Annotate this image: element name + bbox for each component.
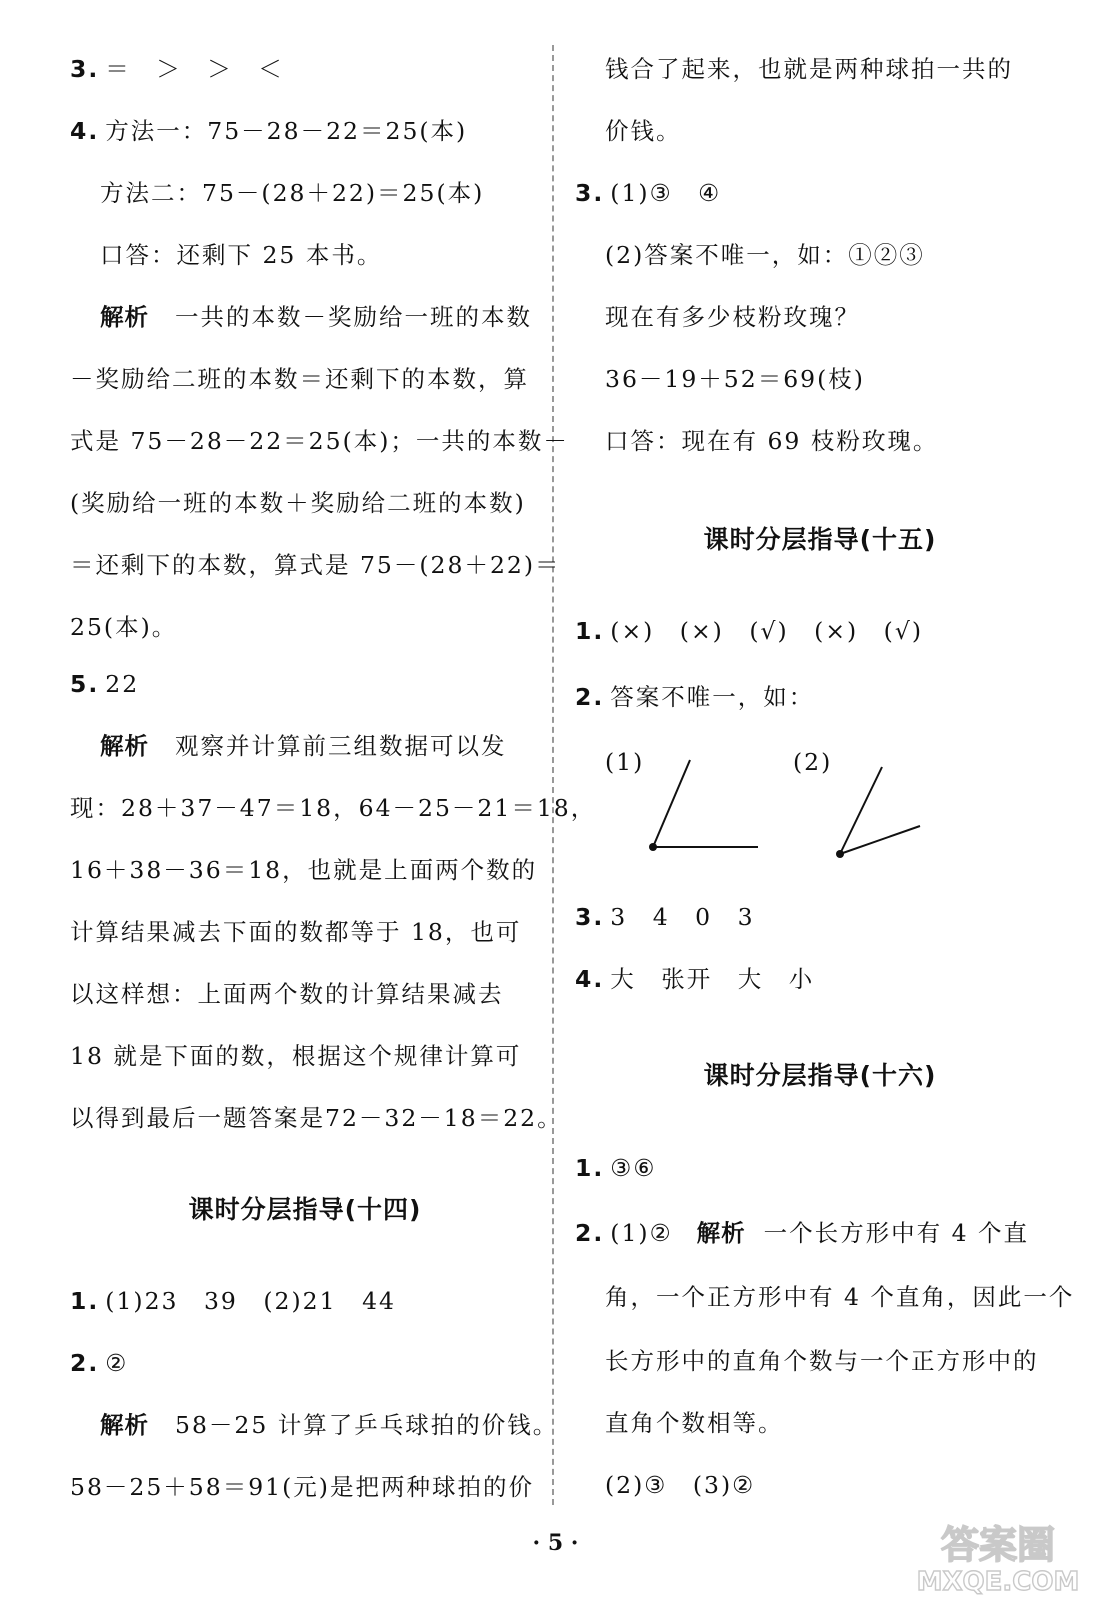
q5-answer [70, 667, 139, 701]
q3-answer: 口答：现在有 69 枝粉玫瑰。 [605, 427, 939, 455]
s16-q2-explain-text1: 一个长方形中有 4 个直 [763, 1219, 1030, 1247]
s15-q2-number: 2. [575, 683, 605, 711]
angle-figure-1 [649, 760, 758, 851]
s14-q1-text: (1)23 39 (2)21 44 [105, 1287, 396, 1315]
s15-q3-number: 3. [575, 903, 605, 931]
watermark-line2: MXQE.COM [916, 1567, 1080, 1596]
s15-q3-answer [575, 900, 755, 934]
q3-text: ＝ ＞ ＞ ＜ [105, 55, 284, 83]
q3-part1-text: (1)③ ④ [610, 179, 722, 207]
s16-q2-explain-line2: 角，一个正方形中有 4 个直角，因此一个 [605, 1283, 1075, 1311]
s16-q1-text: ③⑥ [610, 1154, 657, 1182]
s14-q2-explain-keyword: 解析 [100, 1411, 149, 1439]
q4-explain-line6: 25(本)。 [70, 613, 178, 641]
q5-explain-line7: 以得到最后一题答案是72－32－18＝22。 [70, 1104, 563, 1132]
q3-part2: (2)答案不唯一，如：①②③ [605, 241, 925, 269]
q4-method1 [70, 114, 467, 148]
q5-explain-line6: 18 就是下面的数，根据这个规律计算可 [70, 1042, 522, 1070]
s15-q4-answer [575, 962, 814, 996]
continued-line1: 钱合了起来，也就是两种球拍一共的 [605, 55, 1013, 83]
s16-q2-line1 [575, 1216, 1029, 1250]
s14-q2-explain-line1 [100, 1408, 558, 1442]
q3-equation: 36－19＋52＝69(枝) [605, 365, 865, 393]
q5-text: 22 [105, 670, 140, 698]
s16-q2-part1: (1)② [610, 1219, 673, 1247]
section-title-16: 课时分层指导(十六) [703, 1061, 937, 1090]
q3-answer [70, 52, 284, 86]
q5-explain-line2: 现：28＋37－47＝18，64－25－21＝18， [70, 794, 597, 822]
q4-number: 4. [70, 117, 100, 145]
s14-q1-number: 1. [70, 1287, 100, 1315]
q5-number: 5. [70, 670, 100, 698]
watermark-logo [898, 1516, 1098, 1596]
q5-explain-line3: 16＋38－36＝18，也就是上面两个数的 [70, 856, 538, 884]
section-title-14: 课时分层指导(十四) [188, 1195, 422, 1224]
s15-q4-number: 4. [575, 965, 605, 993]
s15-q2-text: 答案不唯一，如： [610, 683, 815, 711]
s14-q2-explain-line2: 58－25＋58＝91(元)是把两种球拍的价 [70, 1473, 534, 1501]
q4-method1-text: 方法一：75－28－22＝25(本) [105, 117, 468, 145]
page-number: · 5 · [532, 1530, 579, 1556]
q4-explain-keyword: 解析 [100, 303, 149, 331]
q4-explain-text1: 一共的本数－奖励给一班的本数 [175, 303, 532, 331]
s14-q2-explain-text1: 58－25 计算了乒乓球拍的价钱。 [175, 1411, 559, 1439]
s16-q2-part2: (2)③ (3)② [605, 1471, 756, 1499]
angle-figures [575, 750, 1065, 880]
s15-q1-number: 1. [575, 617, 605, 645]
s15-q1-answer [575, 614, 923, 648]
s16-q2-explain-line4: 直角个数相等。 [605, 1409, 784, 1437]
q4-answer: 口答：还剩下 25 本书。 [100, 241, 383, 269]
figure2-label: (2) [793, 748, 833, 776]
q4-explain-line3: 式是 75－28－22＝25(本)；一共的本数－ [70, 427, 569, 455]
angle-figure-2 [836, 767, 920, 858]
s15-q4-text: 大 张开 大 小 [610, 965, 815, 993]
q4-explain-line1 [100, 300, 532, 334]
s14-q2-answer [70, 1346, 128, 1380]
q5-explain-line1 [100, 729, 507, 763]
q4-explain-line5: ＝还剩下的本数，算式是 75－(28＋22)＝ [70, 551, 561, 579]
s14-q1-answer [70, 1284, 396, 1318]
q3-number: 3. [70, 55, 100, 83]
continued-line2: 价钱。 [605, 117, 682, 145]
q5-explain-text1: 观察并计算前三组数据可以发 [175, 732, 507, 760]
q3-right-number: 3. [575, 179, 605, 207]
s15-q2-answer [575, 680, 814, 714]
q3-part1 [575, 176, 721, 210]
q5-explain-line5: 以这样想：上面两个数的计算结果减去 [70, 980, 504, 1008]
s16-q2-number: 2. [575, 1219, 605, 1247]
s16-q1-answer [575, 1151, 656, 1185]
s14-q2-number: 2. [70, 1349, 100, 1377]
watermark-line1: 答案圈 [940, 1523, 1056, 1567]
q4-method2: 方法二：75－(28＋22)＝25(本) [100, 179, 485, 207]
s15-q1-text: (×) (×) (√) (×) (√) [610, 617, 923, 645]
s16-q2-explain-line3: 长方形中的直角个数与一个正方形中的 [605, 1347, 1039, 1375]
q4-explain-line4: (奖励给一班的本数＋奖励给二班的本数) [70, 489, 526, 517]
column-divider [552, 45, 554, 1505]
figure1-label: (1) [605, 748, 645, 776]
s14-q2-text: ② [105, 1349, 129, 1377]
section-title-15: 课时分层指导(十五) [703, 525, 937, 554]
s16-q1-number: 1. [575, 1154, 605, 1182]
s16-q2-explain-keyword: 解析 [696, 1219, 746, 1247]
q5-explain-line4: 计算结果减去下面的数都等于 18，也可 [70, 918, 522, 946]
q5-explain-keyword: 解析 [100, 732, 149, 760]
q4-explain-line2: －奖励给二班的本数＝还剩下的本数，算 [70, 365, 529, 393]
s15-q3-text: 3 4 0 3 [610, 903, 755, 931]
q3-question: 现在有多少枝粉玫瑰？ [605, 303, 860, 331]
